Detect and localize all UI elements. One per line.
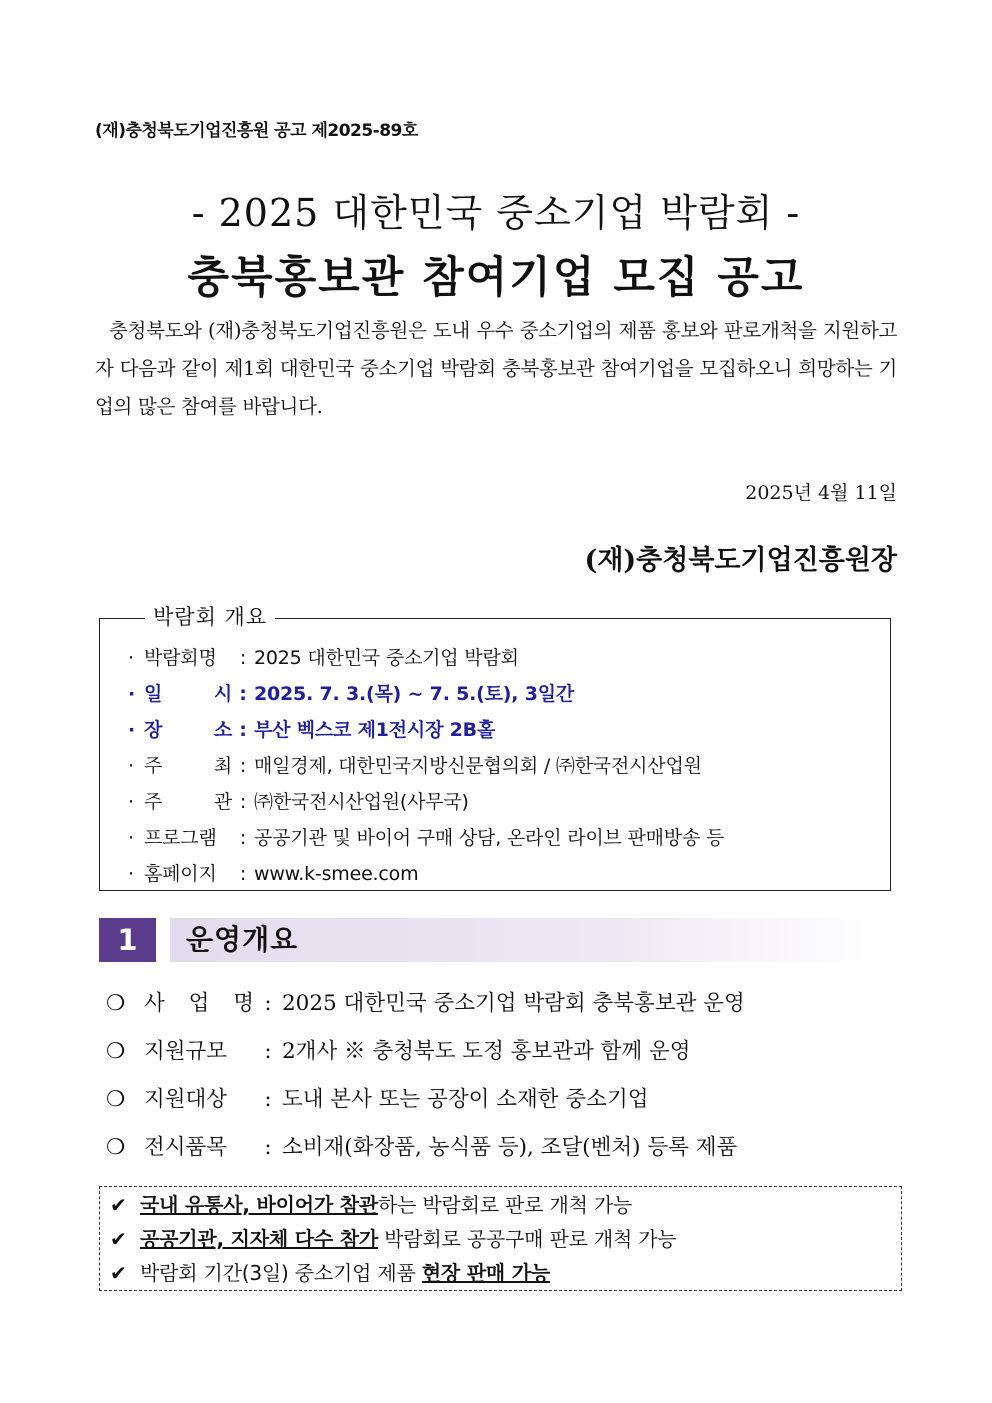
item-label: 지원규모 bbox=[144, 1039, 228, 1064]
row-bullet: · bbox=[128, 863, 134, 885]
highlight-text: 박람회 기간(3일) 중소기업 제품 bbox=[140, 1261, 422, 1285]
highlight-row-3 bbox=[110, 1257, 550, 1286]
issuer: (재)충청북도기업진흥원장 bbox=[584, 545, 897, 576]
notice-number: (재)충청북도기업진흥원 공고 제2025-89호 bbox=[95, 121, 418, 141]
highlights-box bbox=[99, 1186, 902, 1291]
overview-box-title: 박람회 개요 bbox=[145, 601, 275, 631]
item-value: 2025 대한민국 중소기업 박람회 충북홍보관 운영 bbox=[282, 991, 745, 1016]
item-label: 사 업 명 bbox=[144, 991, 254, 1016]
section-number-badge: 1 bbox=[99, 918, 156, 962]
overview-row-name bbox=[128, 643, 519, 670]
row-separator: : bbox=[239, 719, 247, 741]
item-value: 소비재(화장품, 농식품 등), 조달(벤처) 등록 제품 bbox=[282, 1135, 738, 1160]
row-bullet: · bbox=[128, 647, 134, 669]
overview-label: 주 관 bbox=[144, 791, 232, 813]
check-icon: ✔ bbox=[110, 1193, 127, 1217]
item-separator: : bbox=[264, 1135, 272, 1160]
item-value: 2개사 ※ 충청북도 도정 홍보관과 함께 운영 bbox=[282, 1039, 691, 1064]
title-line-2: 충북홍보관 참여기업 모집 공고 bbox=[187, 253, 805, 303]
row-separator: : bbox=[239, 791, 247, 813]
item-separator: : bbox=[264, 1039, 272, 1064]
highlight-row-2 bbox=[110, 1223, 676, 1252]
highlight-text: 박람회로 공공구매 판로 개척 가능 bbox=[378, 1227, 677, 1251]
highlight-bold: 공공기관, 지자체 다수 참가 bbox=[140, 1227, 379, 1251]
highlight-bold: 국내 유통사, 바이어가 참관 bbox=[140, 1193, 379, 1217]
highlight-row-1 bbox=[110, 1189, 632, 1218]
overview-row-homepage bbox=[128, 859, 418, 886]
overview-row-host bbox=[128, 751, 702, 778]
overview-row-date bbox=[128, 679, 574, 706]
item-label: 지원대상 bbox=[144, 1087, 228, 1112]
overview-row-program bbox=[128, 823, 724, 850]
overview-value: ㈜한국전시산업원(사무국) bbox=[254, 791, 469, 813]
homepage-link[interactable]: www.k-smee.com bbox=[254, 863, 419, 885]
item-exhibit-products bbox=[106, 1130, 737, 1161]
row-separator: : bbox=[239, 683, 247, 705]
row-bullet: · bbox=[128, 683, 136, 705]
overview-value: 부산 벡스코 제1전시장 2B홀 bbox=[254, 719, 496, 741]
overview-value: 2025 대한민국 중소기업 박람회 bbox=[254, 647, 519, 669]
row-separator: : bbox=[239, 647, 247, 669]
circle-bullet-icon: ❍ bbox=[106, 991, 126, 1016]
overview-label: 박람회명 bbox=[144, 647, 217, 669]
item-project-name bbox=[106, 986, 745, 1017]
row-bullet: · bbox=[128, 755, 134, 777]
highlight-bold: 현장 판매 가능 bbox=[421, 1261, 551, 1285]
title-line-1: - 2025 대한민국 중소기업 박람회 - bbox=[191, 191, 801, 235]
intro-paragraph bbox=[95, 312, 897, 426]
check-icon: ✔ bbox=[110, 1227, 127, 1251]
overview-box bbox=[99, 618, 891, 891]
overview-label: 홈페이지 bbox=[144, 863, 217, 885]
item-support-scale bbox=[106, 1034, 691, 1065]
overview-row-organizer bbox=[128, 787, 469, 814]
check-icon: ✔ bbox=[110, 1261, 127, 1285]
overview-label: 주 최 bbox=[144, 755, 232, 777]
overview-row-venue bbox=[128, 715, 495, 742]
overview-value: 2025. 7. 3.(목) ~ 7. 5.(토), 3일간 bbox=[254, 683, 575, 705]
highlight-text: 하는 박람회로 판로 개척 가능 bbox=[378, 1193, 633, 1217]
item-value: 도내 본사 또는 공장이 소재한 중소기업 bbox=[282, 1087, 649, 1112]
circle-bullet-icon: ❍ bbox=[106, 1087, 126, 1112]
circle-bullet-icon: ❍ bbox=[106, 1039, 126, 1064]
overview-label: 일 시 bbox=[144, 683, 232, 705]
announcement-date: 2025년 4월 11일 bbox=[745, 482, 897, 504]
row-separator: : bbox=[239, 863, 247, 885]
row-separator: : bbox=[239, 827, 247, 849]
circle-bullet-icon: ❍ bbox=[106, 1135, 126, 1160]
overview-label: 프로그램 bbox=[144, 827, 217, 849]
row-bullet: · bbox=[128, 791, 134, 813]
section-title: 운영개요 bbox=[186, 923, 299, 956]
item-support-target bbox=[106, 1082, 648, 1113]
item-separator: : bbox=[264, 1087, 272, 1112]
row-bullet: · bbox=[128, 719, 136, 741]
overview-label: 장 소 bbox=[144, 719, 232, 741]
overview-value: 공공기관 및 바이어 구매 상담, 온라인 라이브 판매방송 등 bbox=[254, 827, 725, 849]
item-separator: : bbox=[264, 991, 272, 1016]
item-label: 전시품목 bbox=[144, 1135, 228, 1160]
row-bullet: · bbox=[128, 827, 134, 849]
row-separator: : bbox=[239, 755, 247, 777]
overview-value: 매일경제, 대한민국지방신문협의회 / ㈜한국전시산업원 bbox=[254, 755, 702, 777]
intro-text: 충청북도와 (재)충청북도기업진흥원은 도내 우수 중소기업의 제품 홍보와 판로개척을 지원하고자 다음과 같이 제1회 대한민국 중소기업 박람회 충북홍보관 참여기업을 모집하오니 희망하는 기업의 많은 참여를 바랍니다. bbox=[95, 319, 897, 418]
